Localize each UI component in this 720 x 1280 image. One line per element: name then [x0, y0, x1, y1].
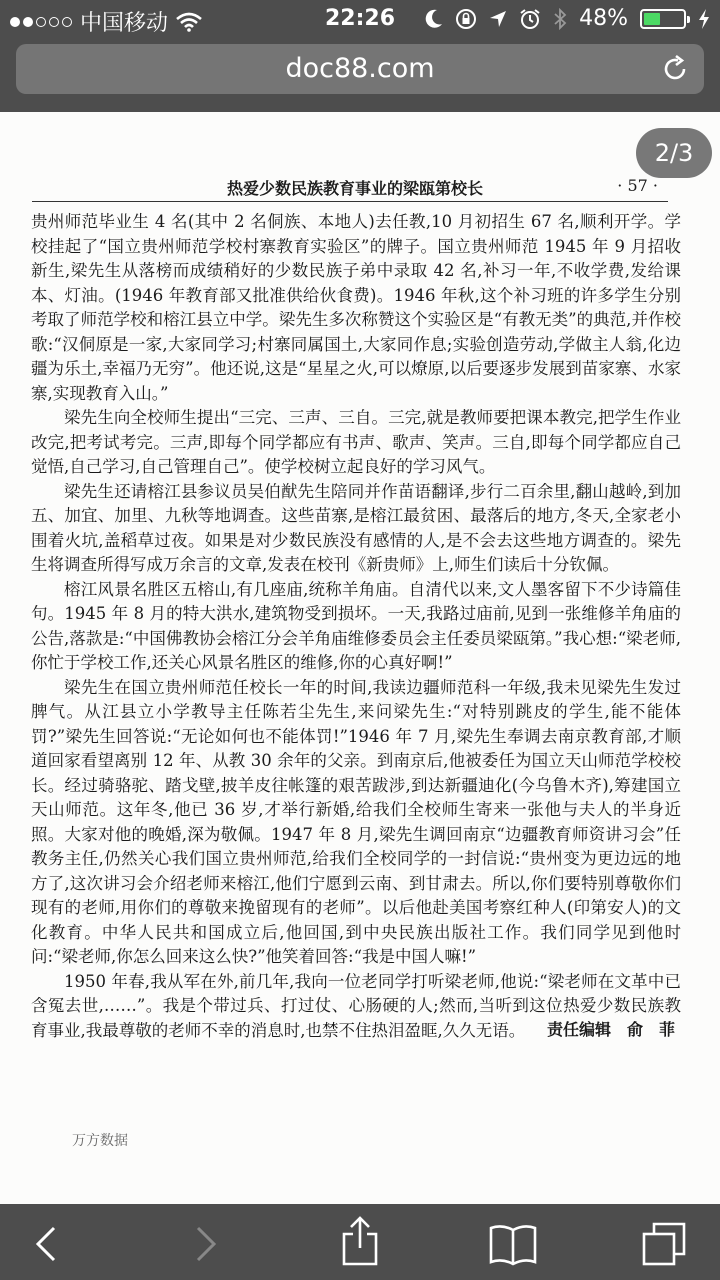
battery-percent: 48%	[579, 6, 628, 31]
paragraph: 梁先生向全校师生提出“三完、三声、三自。三完,就是教师要把课本教完,把学生作业改完,把考试考完。三声,即每个同学都应有书声、歌声、笑声。三自,即每个同学都应自己觉悟,自己学习,自己管理自己”。使学校树立起良好的学习风气。	[31, 408, 681, 476]
clock: 22:26	[324, 6, 396, 31]
alarm-icon	[519, 8, 541, 30]
signal-strength-icon	[10, 17, 72, 27]
status-bar	[0, 0, 720, 40]
tabs-icon[interactable]	[642, 1222, 686, 1266]
paragraph: 1950 年春,我从军在外,前几年,我向一位老同学打听梁老师,他说:“梁老师在文革中已含冤去世,……”。我是个带过兵、打过仗、心肠硬的人;然而,当听到这位热爱少数民族教育事业,我最尊敬的老师不幸的消息时,也禁不住热泪盈眶,久久无语。	[31, 971, 681, 1040]
wifi-icon	[176, 12, 202, 32]
rotation-lock-icon	[455, 8, 477, 30]
running-header	[32, 174, 668, 202]
carrier-name: 中国移动	[80, 11, 169, 36]
editor-credit: 责任编辑 俞 菲	[546, 1020, 675, 1039]
share-icon[interactable]	[338, 1216, 382, 1266]
paragraph: 梁先生在国立贵州师范任校长一年的时间,我读边疆师范科一年级,我未见梁先生发过脾气。从江县立小学教导主任陈若尘先生,来问梁先生:“对特别跳皮的学生,能不能体罚?”梁先生回答说:“无论如何也不能体罚!”1946 年 7 月,梁先生奉调去南京教育部,才顺道回家看望离别 12 年、从教 30 余年的父亲。到南京后,他被委任为国立天山师范学校校长。经过骑骆驼、踏戈壁,披羊皮往帐篷的艰苦跋涉,到达新疆迪化(今乌鲁木齐),筹建国立天山师范。这年冬,他已 36 岁,才举行新婚,给我们全校师生寄来一张他与夫人的半身近照。大家对他的晚婚,深为敬佩。1947 年 8 月,梁先生调回南京“边疆教育师资讲习会”任教务主任,仍然关心我们国立贵州师范,给我们全校同学的一封信说:“贵州变为更边远的地方了,这次讲习会介绍老师来榕江,他们宁愿到云南、到甘肃去。所以,你们要特别尊敬你们现有的老师,用你们的尊敬来挽留现有的老师”。以后他赴美国考察红种人(印第安人)的文化教育。中华人民共和国成立后,他回国,到中央民族出版社工作。我们同学见到他时问:“梁老师,你怎么回来这么快?”他笑着回答:“我是中国人嘛!”	[31, 677, 681, 966]
forward-arrow-icon[interactable]	[182, 1222, 226, 1266]
browser-top-bar	[0, 40, 720, 112]
paragraph: 榕江风景名胜区五榕山,有几座庙,统称羊角庙。自清代以来,文人墨客留下不少诗篇佳句。1945 年 8 月的特大洪水,建筑物受到损坏。一天,我路过庙前,见到一张维修羊角庙的公告,落款是:“中国佛教协会榕江分会羊角庙维修委员会主任委员梁瓯第。”我心想:“梁老师,你忙于学校工作,还关心风景名胜区的维修,你的心真好啊!”	[31, 579, 681, 672]
reload-icon[interactable]	[660, 54, 690, 84]
watermark: 万方数据	[72, 1133, 128, 1149]
charging-icon	[698, 9, 710, 29]
browser-toolbar	[0, 1204, 720, 1280]
url-field[interactable]	[16, 44, 704, 94]
bluetooth-icon	[553, 8, 567, 30]
bookmarks-icon[interactable]	[488, 1222, 538, 1266]
page-number: · 57 ·	[617, 176, 658, 195]
page-indicator: 2/3	[636, 128, 712, 178]
article-body	[31, 210, 681, 1043]
location-arrow-icon	[489, 10, 507, 28]
back-arrow-icon[interactable]	[26, 1222, 70, 1266]
battery-icon	[640, 9, 686, 29]
paragraph: 梁先生还请榕江县参议员吴伯猷先生陪同并作苗语翻译,步行二百余里,翻山越岭,到加五、加宜、加里、九秋等地调查。这些苗寨,是榕江最贫困、最落后的地方,冬天,全家老小围着火坑,盖稻草过夜。如果是对少数民族没有感情的人,是不会去这些地方调查的。梁先生将调查所得写成万余言的文章,发表在校刊《新贵师》上,师生们读后十分钦佩。	[31, 481, 681, 574]
moon-icon	[425, 9, 443, 29]
running-title: 热爱少数民族教育事业的梁瓯第校长	[227, 179, 484, 198]
url-text: doc88.com	[285, 53, 435, 84]
document-page[interactable]	[0, 112, 720, 1204]
paragraph: 贵州师范毕业生 4 名(其中 2 名侗族、本地人)去任教,10 月初招生 67 名,顺利开学。学校挂起了“国立贵州师范学校村寨教育实验区”的牌子。国立贵州师范 1945 年 9 月招收新生,梁先生从落榜而成绩稍好的少数民族子弟中录取 42 名,补习一年,不收学费,发给课本、灯油。(1946 年教育部又批准供给伙食费)。1946 年秋,这个补习班的许多学生分别考取了师范学校和榕江县立中学。梁先生多次称赞这个实验区是“有教无类”的典范,并作校歌:“汉侗原是一家,大家同学习;村寨同属国土,大家同作息;实验创造劳动,学做主人翁,化边疆为乐土,幸福乃无穷”。他还说,这是“星星之火,可以燎原,以后要逐步发展到苗家寨、水家寨,实现教育入山。”	[31, 212, 681, 403]
